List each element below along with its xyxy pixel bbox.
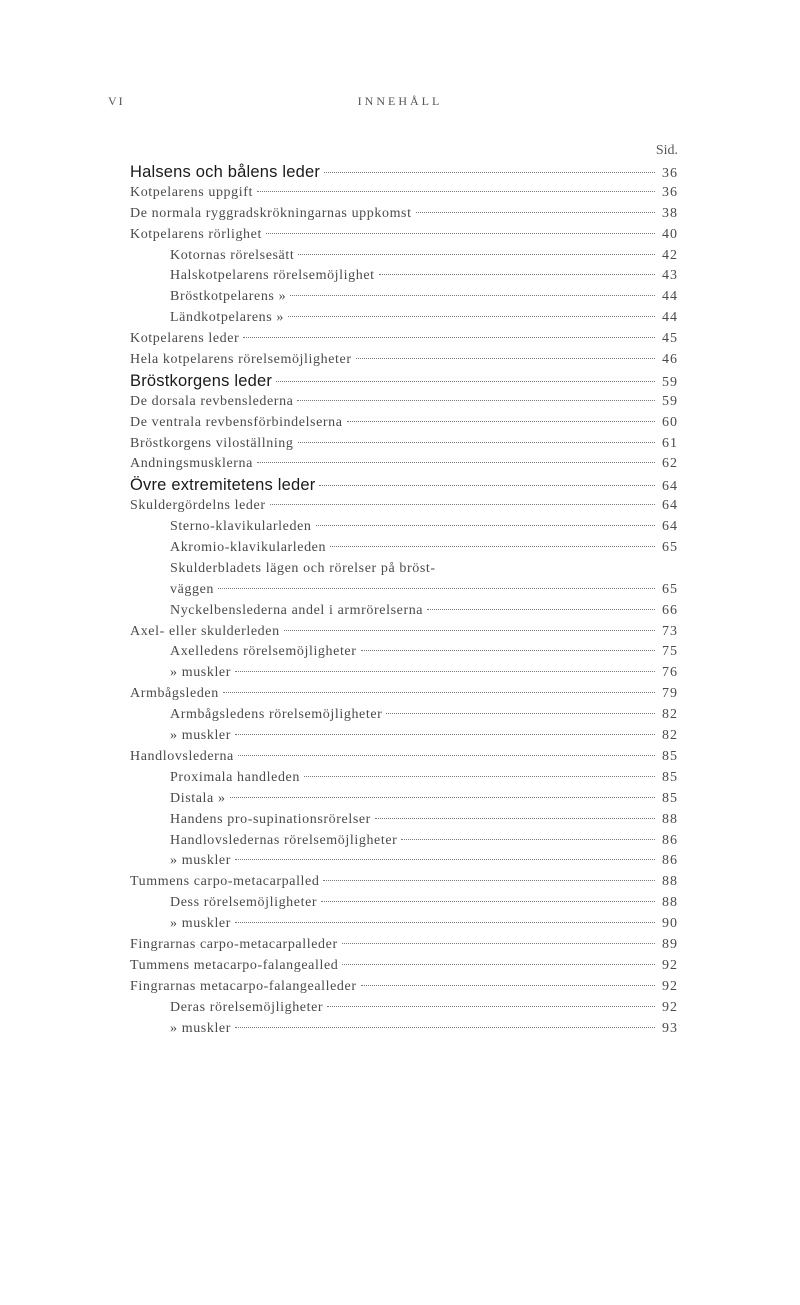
dot-leader	[304, 776, 655, 777]
toc-entry	[130, 642, 678, 663]
dot-leader	[297, 400, 655, 401]
toc-entry-title: Bröstkotpelarens »	[170, 289, 287, 305]
toc-entry-page: 86	[662, 832, 678, 848]
toc-entry	[130, 266, 678, 287]
toc-entry-title: Deras rörelsemöjligheter	[170, 999, 324, 1015]
toc-entry-title: Skulderbladets lägen och rörelser på bröst-	[170, 560, 436, 576]
toc-entry-title: Kotornas rörelsesätt	[170, 247, 295, 263]
toc-entry-title: Halsens och bålens leder	[130, 163, 321, 181]
dot-leader	[321, 901, 655, 902]
dot-leader	[401, 839, 655, 840]
toc-entry-title: » muskler	[170, 665, 232, 681]
toc-entry-page: 92	[662, 957, 678, 973]
toc-entry	[130, 183, 678, 204]
toc-entry-title: Skuldergördelns leder	[130, 498, 266, 514]
dot-leader	[270, 504, 655, 505]
toc-entry-page: 85	[662, 790, 678, 806]
toc-entry-page: 85	[662, 769, 678, 785]
toc-entry-title: väggen	[170, 581, 215, 597]
toc-entry	[130, 663, 678, 684]
dot-leader	[235, 734, 655, 735]
toc-entry	[130, 434, 678, 455]
page-header	[0, 94, 800, 114]
toc-section-heading	[130, 162, 678, 183]
toc-section-heading	[130, 475, 678, 496]
dot-leader	[416, 212, 655, 213]
toc-entry-title: Handlovsledernas rörelsemöjligheter	[170, 832, 398, 848]
toc-entry-title: Proximala handleden	[170, 769, 300, 785]
toc-entry	[130, 851, 678, 872]
toc-entry-title: Kotpelarens leder	[130, 331, 240, 347]
toc-entry-title: » muskler	[170, 728, 232, 744]
dot-leader	[361, 985, 655, 986]
dot-leader	[257, 191, 655, 192]
toc-entry-page: 45	[662, 331, 678, 347]
toc-entry-page: 43	[662, 268, 678, 284]
dot-leader	[324, 172, 655, 173]
dot-leader	[319, 485, 655, 486]
toc-entry-title: » muskler	[170, 916, 232, 932]
toc-entry-title: Armbågsledens rörelsemöjligheter	[170, 707, 383, 723]
dot-leader	[290, 295, 655, 296]
toc-entry-title: Akromio-klavikularleden	[170, 540, 327, 556]
toc-entry-page: 59	[662, 374, 678, 390]
toc-entry-page: 75	[662, 644, 678, 660]
dot-leader	[288, 316, 655, 317]
toc-entry-page: 61	[662, 435, 678, 451]
dot-leader	[347, 421, 655, 422]
toc-entry	[130, 517, 678, 538]
toc-entry	[130, 454, 678, 475]
toc-entry-page: 62	[662, 456, 678, 472]
dot-leader	[427, 609, 655, 610]
toc-entry-page: 88	[662, 811, 678, 827]
toc-entry	[130, 308, 678, 329]
dot-leader	[323, 880, 655, 881]
toc-entry-title: Distala »	[170, 790, 226, 806]
toc-entry	[130, 684, 678, 705]
toc-entry-title: Övre extremitetens leder	[130, 476, 316, 495]
page-number: VI	[108, 94, 125, 108]
toc-entry-title: Fingrarnas metacarpo-falangealleder	[130, 978, 357, 994]
dot-leader	[230, 797, 655, 798]
toc-entry-title: Sterno-klavikularleden	[170, 519, 312, 535]
dot-leader	[276, 381, 655, 382]
dot-leader	[361, 650, 655, 651]
toc-entry-page: 42	[662, 247, 678, 263]
toc-entry-title: De dorsala revbenslederna	[130, 393, 294, 409]
toc-entry-page: 65	[662, 540, 678, 556]
toc-entry-page: 88	[662, 874, 678, 890]
dot-leader	[235, 671, 655, 672]
dot-leader	[386, 713, 655, 714]
dot-leader	[238, 755, 655, 756]
dot-leader	[235, 1027, 655, 1028]
toc-entry-title: Dess rörelsemöjligheter	[170, 895, 318, 911]
dot-leader	[375, 818, 655, 819]
toc-entry	[130, 998, 678, 1019]
table-of-contents	[130, 140, 678, 1039]
toc-entry-page: 64	[662, 479, 678, 495]
toc-entry-page: 89	[662, 936, 678, 952]
toc-entry-page: 82	[662, 728, 678, 744]
toc-entry-title: Ländkotpelarens »	[170, 310, 284, 326]
toc-entry	[130, 977, 678, 998]
toc-entry-title: De ventrala revbensförbindelserna	[130, 414, 343, 430]
toc-entry	[130, 496, 678, 517]
toc-entry-page: 79	[662, 686, 678, 702]
toc-entry-page: 65	[662, 581, 678, 597]
toc-entry	[130, 538, 678, 559]
toc-entry	[130, 935, 678, 956]
toc-entry-page: 64	[662, 519, 678, 535]
dot-leader	[235, 859, 655, 860]
toc-entry	[130, 559, 678, 580]
toc-section-heading	[130, 371, 678, 392]
toc-entry-page: 82	[662, 707, 678, 723]
toc-entry	[130, 204, 678, 225]
toc-entry	[130, 789, 678, 810]
toc-entry	[130, 914, 678, 935]
dot-leader	[218, 588, 655, 589]
toc-entry-title: Tummens carpo-metacarpalled	[130, 874, 320, 890]
dot-leader	[298, 442, 655, 443]
toc-entry	[130, 956, 678, 977]
page-column-label: Sid.	[655, 143, 678, 158]
toc-entry-page: 92	[662, 978, 678, 994]
toc-entry-title: Handlovslederna	[130, 748, 234, 764]
toc-entry-title: De normala ryggradskrökningarnas uppkomst	[130, 205, 412, 221]
toc-entry	[130, 747, 678, 768]
toc-entry-page: 88	[662, 895, 678, 911]
toc-entry	[130, 329, 678, 350]
toc-entry-page: 90	[662, 916, 678, 932]
toc-entry	[130, 872, 678, 893]
toc-entry-page: 36	[662, 184, 678, 200]
toc-entry	[130, 580, 678, 601]
toc-entry-title: Bröstkorgens viloställning	[130, 435, 294, 451]
toc-entry	[130, 225, 678, 246]
toc-entry-title: Kotpelarens rörlighet	[130, 226, 262, 242]
toc-entry-page: 66	[662, 602, 678, 618]
dot-leader	[223, 692, 655, 693]
toc-entry-title: Armbågsleden	[130, 686, 219, 702]
dot-leader	[342, 943, 655, 944]
toc-entry	[130, 726, 678, 747]
toc-entry-page: 44	[662, 310, 678, 326]
dot-leader	[298, 254, 655, 255]
toc-entry-title: Hela kotpelarens rörelsemöjligheter	[130, 352, 352, 368]
dot-leader	[284, 630, 655, 631]
toc-entry	[130, 705, 678, 726]
toc-entry	[130, 413, 678, 434]
toc-entry-title: Fingrarnas carpo-metacarpalleder	[130, 936, 338, 952]
page-title: INNEHÅLL	[357, 94, 443, 108]
toc-entry-page: 86	[662, 853, 678, 869]
toc-entry-page: 93	[662, 1020, 678, 1036]
toc-entry-page: 40	[662, 226, 678, 242]
toc-entry-page: 46	[662, 352, 678, 368]
toc-entry	[130, 893, 678, 914]
toc-entry-page: 38	[662, 205, 678, 221]
toc-entry-title: Halskotpelarens rörelsemöjlighet	[170, 268, 375, 284]
toc-entry-title: Bröstkorgens leder	[130, 371, 273, 390]
toc-entry-page: 60	[662, 414, 678, 430]
toc-entry-page: 36	[662, 166, 678, 181]
toc-entry-page: 59	[662, 393, 678, 409]
toc-entry	[130, 831, 678, 852]
toc-entry-title: Axelledens rörelsemöjligheter	[170, 644, 357, 660]
toc-entry-title: Kotpelarens uppgift	[130, 184, 253, 200]
toc-entry-title: » muskler	[170, 1020, 232, 1036]
toc-entry-page: 73	[662, 623, 678, 639]
toc-entry	[130, 601, 678, 622]
dot-leader	[356, 358, 655, 359]
toc-entry	[130, 350, 678, 371]
toc-entry-title: » muskler	[170, 853, 232, 869]
dot-leader	[235, 922, 655, 923]
toc-entry-page: 44	[662, 289, 678, 305]
toc-entry	[130, 287, 678, 308]
dot-leader	[243, 337, 655, 338]
toc-entry	[130, 246, 678, 267]
toc-entry-page: 85	[662, 748, 678, 764]
toc-entry-title: Andningsmusklerna	[130, 456, 253, 472]
toc-entry-page: 76	[662, 665, 678, 681]
toc-entry-page: 64	[662, 498, 678, 514]
dot-leader	[327, 1006, 655, 1007]
dot-leader	[266, 233, 655, 234]
dot-leader	[342, 964, 655, 965]
dot-leader	[257, 462, 655, 463]
toc-entry	[130, 392, 678, 413]
dot-leader	[379, 274, 655, 275]
dot-leader	[316, 525, 656, 526]
toc-entry-title: Nyckelbenslederna andel i armrörelserna	[170, 602, 424, 618]
toc-entry	[130, 622, 678, 643]
toc-entry	[130, 768, 678, 789]
toc-entry	[130, 1019, 678, 1040]
toc-entry-page: 92	[662, 999, 678, 1015]
toc-entry-title: Tummens metacarpo-falangealled	[130, 957, 339, 973]
dot-leader	[330, 546, 655, 547]
toc-entry-title: Handens pro-supinationsrörelser	[170, 811, 371, 827]
toc-entry	[130, 810, 678, 831]
toc-entry-title: Axel- eller skulderleden	[130, 623, 280, 639]
